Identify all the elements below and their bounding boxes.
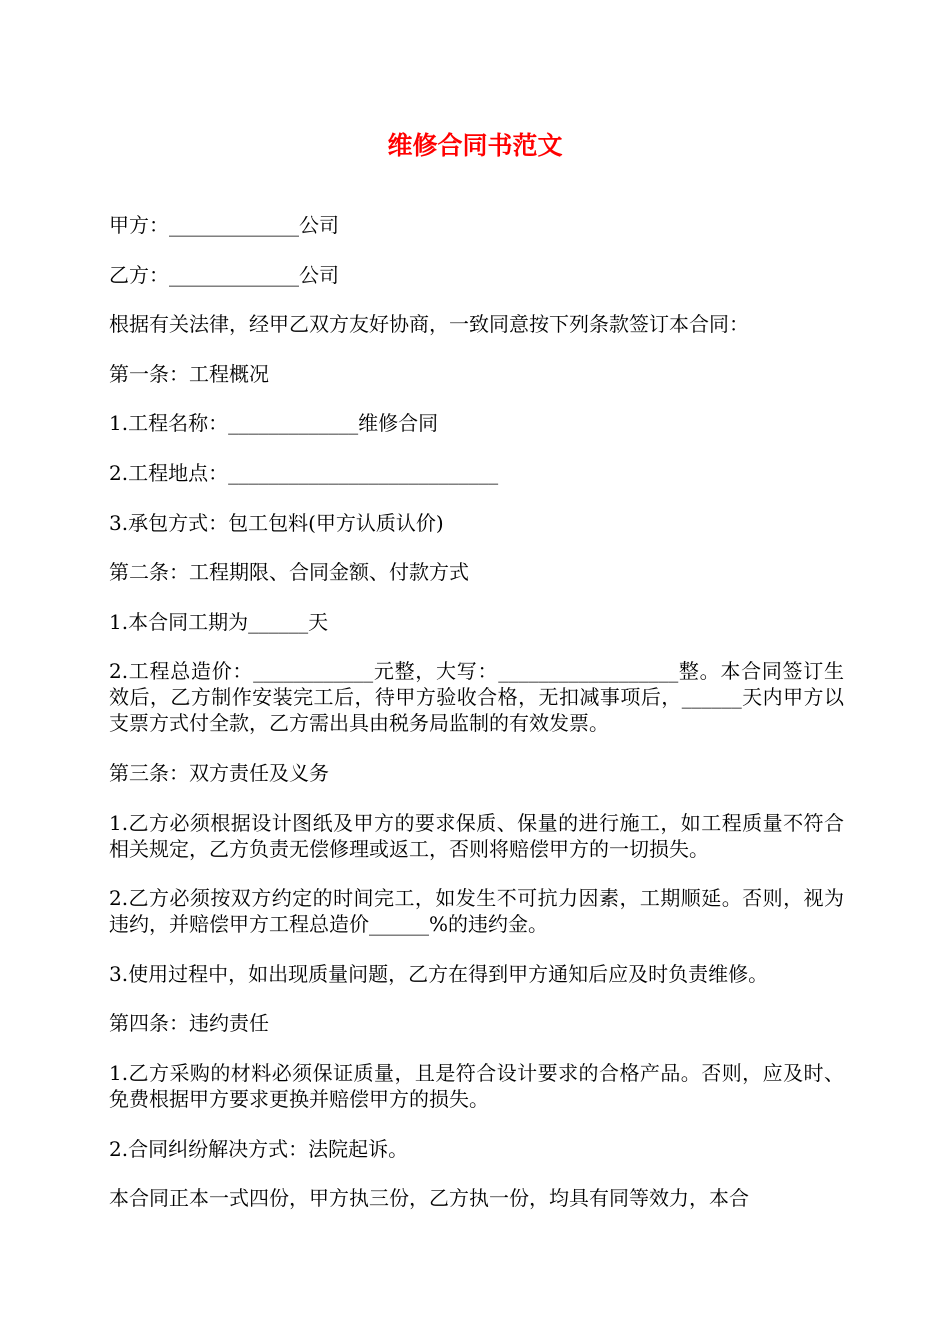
article-1-item-3: 3.承包方式：包工包料(甲方认质认价) bbox=[109, 510, 444, 535]
article-3-heading: 第三条：双方责任及义务 bbox=[109, 760, 329, 785]
article-4-item-2: 2.合同纠纷解决方式：法院起诉。 bbox=[109, 1136, 409, 1161]
article-2-item-1: 1.本合同工期为______天 bbox=[109, 609, 329, 634]
article-3-item-3: 3.使用过程中，如出现质量问题，乙方在得到甲方通知后应及时负责维修。 bbox=[109, 961, 769, 986]
document-body bbox=[109, 212, 844, 1235]
article-1-item-1: 1.工程名称：_____________维修合同 bbox=[109, 411, 439, 436]
document-title: 维修合同书范文 bbox=[387, 131, 563, 160]
party-a-line: 甲方：_____________公司 bbox=[109, 213, 339, 237]
article-2-heading: 第二条：工程期限、合同金额、付款方式 bbox=[109, 560, 469, 585]
article-1-item-2: 2.工程地点：___________________________ bbox=[109, 460, 499, 485]
article-2-item-2: 2.工程总造价：____________元整，大写：__________________整。本合同签订生效后，乙方制作安装完工后，待甲方验收合格，无扣减事项后，______天内甲方以支票方式付全款，乙方需出具由税务局监制的有效发票。 bbox=[109, 659, 844, 736]
article-3-item-1: 1.乙方必须根据设计图纸及甲方的要求保质、保量的进行施工，如工程质量不符合相关规定，乙方负责无偿修理或返工，否则将赔偿甲方的一切损失。 bbox=[109, 810, 844, 861]
article-3-item-2: 2.乙方必须按双方约定的时间完工，如发生不可抗力因素，工期顺延。否则，视为违约，并赔偿甲方工程总造价______%的违约金。 bbox=[109, 886, 844, 937]
article-1-heading: 第一条：工程概况 bbox=[109, 361, 269, 386]
closing-paragraph: 本合同正本一式四份，甲方执三份，乙方执一份，均具有同等效力，本合 bbox=[109, 1186, 749, 1211]
article-4-item-1: 1.乙方采购的材料必须保证质量，且是符合设计要求的合格产品。否则，应及时、免费根据甲方要求更换并赔偿甲方的损失。 bbox=[109, 1060, 844, 1111]
party-b-line: 乙方：_____________公司 bbox=[109, 262, 339, 287]
preamble-paragraph: 根据有关法律，经甲乙双方友好协商，一致同意按下列条款签订本合同： bbox=[109, 312, 749, 337]
article-4-heading: 第四条：违约责任 bbox=[109, 1011, 269, 1036]
